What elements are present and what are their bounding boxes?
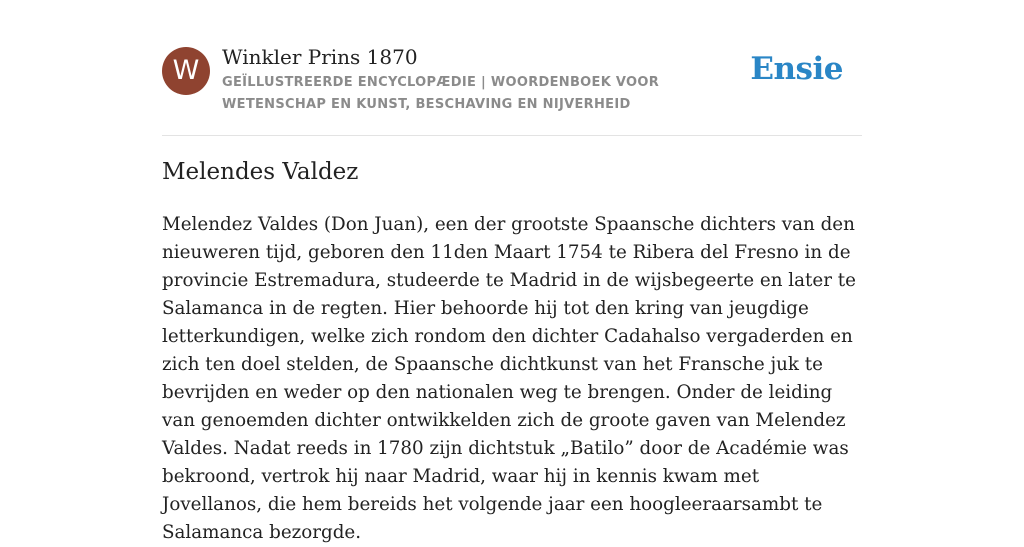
entry-body: Melendez Valdes (Don Juan), een der grootste Spaansche dichters van den nieuweren tijd, geboren den 11den Maart 1754 te Ribera del Fresno in de provincie Estremadura, studeerde te Madrid in de wijsbegeerte en later te Salamanca in de regten. Hier behoorde hij tot den kring van jeugdige letterkundigen, welke zich rondom den dichter Cadahalso vergaderden en zich ten doel stelden, de Spaansche dichtkunst van het Fransche juk te bevrijden en weder op den nationalen weg te brengen. Onder de leiding van genoemden dichter ontwikkelden zich de groote gaven van Melendez Valdes. Nadat reeds in 1780 zijn dichtstuk „Batilo” door de Académie was bekroond, vertrok hij naar Madrid, waar hij in kennis kwam met Jovellanos, die hem bereids het volgende jaar een hoogleeraarsambt te Salamanca bezorgde. — [162, 214, 856, 543]
source-avatar[interactable]: W — [162, 47, 210, 95]
header-divider — [162, 135, 862, 136]
source-header — [162, 45, 862, 135]
source-title[interactable]: Winkler Prins 1870 — [222, 45, 418, 69]
source-subtitle: GEÏLLUSTREERDE ENCYCLOPÆDIE | WOORDENBOEK VOOR WETENSCHAP EN KUNST, BESCHAVING EN NIJVERHEID — [222, 75, 660, 112]
entry-title: Melendes Valdez — [162, 159, 359, 185]
ensie-logo[interactable]: Ensie — [750, 51, 843, 87]
